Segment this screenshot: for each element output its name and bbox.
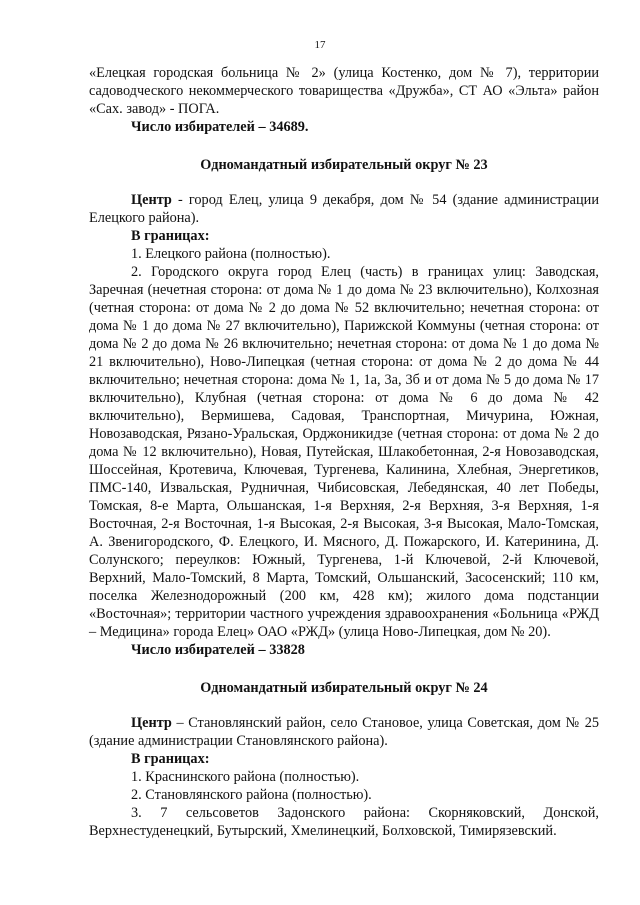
center-label: Центр — [131, 715, 172, 731]
section-24-heading: Одномандатный избирательный округ № 24 — [200, 680, 488, 696]
voters-label: Число избирателей — [131, 119, 255, 135]
section-23-voters — [89, 641, 599, 659]
spacer — [89, 136, 599, 156]
section-23-item-1: 1. Елецкого района (полностью). — [131, 246, 331, 262]
section-24-item-3: 3. 7 сельсоветов Задонского района: Скорняковский, Донской, Верхнестуденецкий, Бутырский, Хмелинецкий, Болховской, Тимирязевский. — [89, 805, 599, 839]
section-23-center — [89, 191, 599, 227]
center-text: – Становлянский район, село Становое, улица Советская, дом № 25 (здание администрации Становлянского района). — [89, 715, 599, 749]
section-23-heading: Одномандатный избирательный округ № 23 — [200, 157, 488, 173]
spacer — [89, 174, 599, 191]
section-24-item-2: 2. Становлянского района (полностью). — [131, 787, 372, 803]
section-22-tail-paragraph: «Елецкая городская больница № 2» (улица Костенко, дом № 7), территории садоводческого некоммерческого товарищества «Дружба», СТ АО «Эльта» район «Сах. завод» - ПОГА. — [89, 65, 599, 117]
center-text: - город Елец, улица 9 декабря, дом № 54 (здание администрации Елецкого района). — [89, 192, 599, 226]
voters-value: – 34689. — [254, 119, 309, 135]
section-22-voters — [89, 118, 599, 136]
section-24-item-1: 1. Краснинского района (полностью). — [131, 769, 360, 785]
voters-value: – 33828 — [254, 642, 305, 658]
section-24-center — [89, 714, 599, 750]
spacer — [89, 659, 599, 679]
page-number: 17 — [314, 39, 326, 51]
spacer — [89, 697, 599, 714]
voters-label: Число избирателей — [131, 642, 255, 658]
center-label: Центр — [131, 192, 172, 208]
section-23-item-2: 2. Городского округа город Елец (часть) в границах улиц: Заводская, Заречная (нечетная сторона: от дома № 1 до дома № 23 включительно), Колхозная (четная сторона: от дома № 2 до дома № 52 включительно; нечетная сторона: от дома № 1 до дома № 27 включительно), Парижской Коммуны (четная сторона: от дома № 2 до дома № 26 включительно; нечетная сторона: от дома № 1 до дома № 21 включительно), Ново-Липецкая (четная сторона: от дома № 2 до дома № 44 включительно; нечетная сторона: дома № 1, 1а, 3а, 3б и от дома № 5 до дома № 17 включительно), Клубная (четная сторона: от дома № 6 до дома № 42 включительно), Вермишева, Садовая, Транспортная, Мичурина, Южная, Новозаводская, Рязано-Уральская, Орджоникидзе (четная сторона: от дома № 2 до дома № 12 включительно), Новая, Путейская, Шлакобетонная, 2-я Новозаводская, Шоссейная, Кротевича, Ключевая, Тургенева, Калинина, Хлебная, Энергетиков, ПМС-140, Извальская, Рудничная, Чибисовская, Лебедянская, 40 лет Победы, Томская, 8-е Марта, Ольшанская, 1-я Верхняя, 2-я Верхняя, 3-я Верхняя, 1-я Восточная, 2-я Восточная, 1-я Высокая, 2-я Высокая, 3-я Высокая, Мало-Томская, А. Звенигородского, Ф. Елецкого, И. Мясного, Д. Пожарского, И. Катеринина, Д. Солунского; переулков: Южный, Тургенева, 1-й Ключевой, 2-й Ключевой, Верхний, Мало-Томский, 8 Марта, Томский, Ольшанский, Засосенский; 110 км, поселка Железнодорожный (200 км, 428 км); жилого дома подстанции «Восточная»; территории частного учреждения здравоохранения «Больница «РЖД – Медицина» города Елец» ОАО «РЖД» (улица Ново-Липецкая, дом № 20). — [89, 264, 599, 640]
document-body — [89, 64, 599, 840]
section-23-bounds-label: В границах: — [131, 228, 210, 244]
section-24-bounds-label: В границах: — [131, 751, 210, 767]
